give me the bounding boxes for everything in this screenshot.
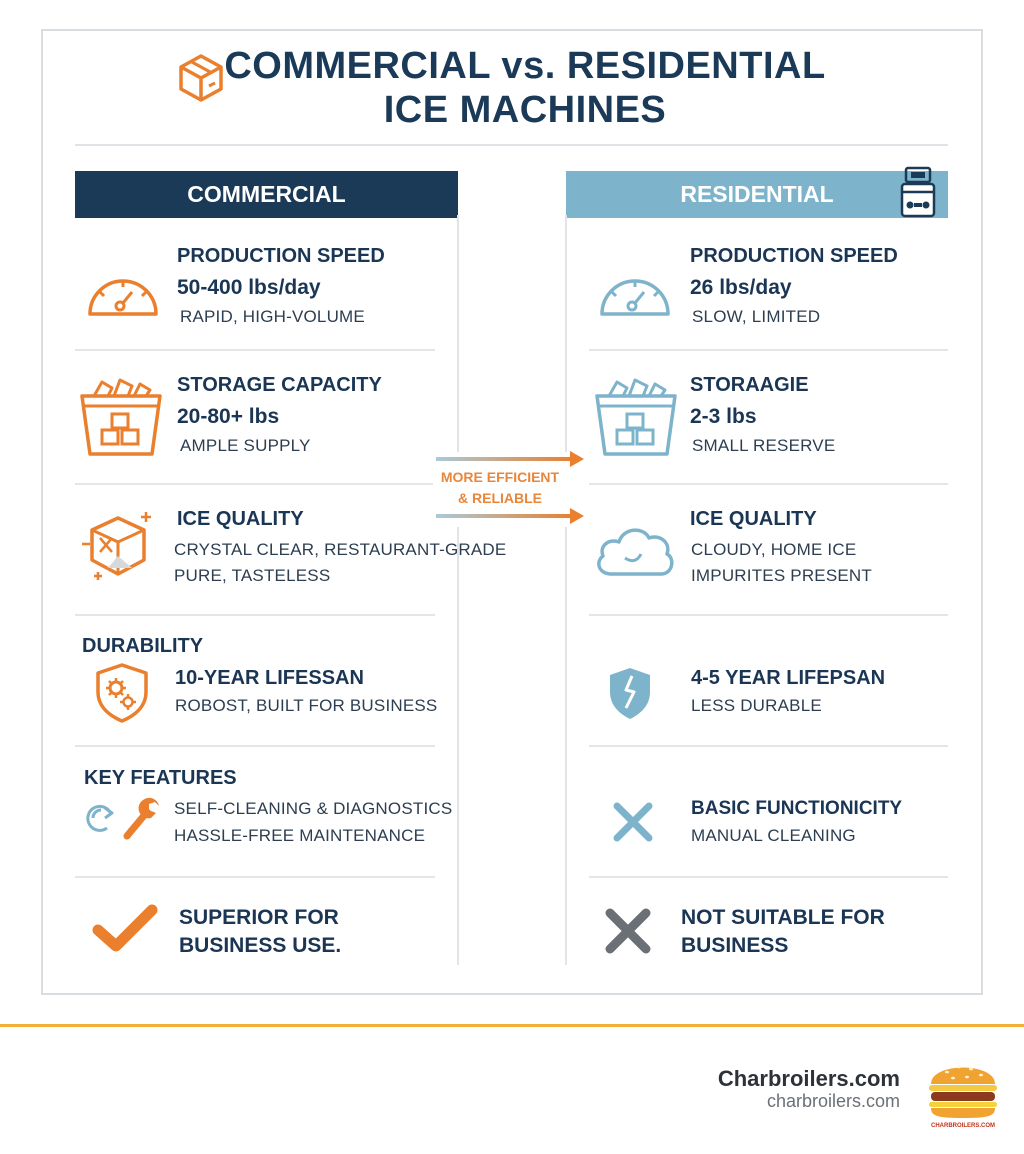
row-divider [75,483,435,485]
footer-divider [0,1024,1024,1027]
residential-durability-value: 4-5 YEAR LIFEPSAN [691,667,886,689]
commercial-durability-value: 10-YEAR LIFESSAN [175,667,364,689]
checkmark-icon [92,902,158,954]
row-divider [589,614,948,616]
commercial-quality-note-1: CRYSTAL CLEAR, RESTAURANT-GRADE [174,540,507,559]
gauge-icon [84,270,162,318]
cloud-icon [593,518,677,580]
residential-verdict [681,904,885,960]
row-divider [589,745,948,747]
row-divider [589,349,948,351]
commercial-speed-note: RAPID, HIGH-VOLUME [180,307,365,326]
commercial-durability-note: ROBOST, BUILT FOR BUSINESS [175,696,438,715]
commercial-speed-value: 50-400 lbs/day [177,276,321,299]
ice-cube-icon [78,508,158,584]
commercial-verdict [179,904,341,960]
row-divider [589,483,948,485]
commercial-verdict-line-2: BUSINESS USE. [179,934,342,957]
residential-speed-note: SLOW, LIMITED [692,307,821,326]
residential-verdict-line-1: NOT SUITABLE FOR [681,906,885,929]
ice-bin-icon [593,376,679,458]
gauge-icon [596,270,674,318]
commercial-quality-label: ICE QUALITY [177,508,304,530]
residential-storage-label: STORAAGIE [690,374,809,396]
commercial-speed-label: PRODUCTION SPEED [177,245,385,267]
residential-header: RESIDENTIAL [566,171,948,218]
residential-speed-value: 26 lbs/day [690,276,792,299]
residential-quality-note-1: CLOUDY, HOME ICE [691,540,857,559]
residential-storage-value: 2-3 lbs [690,405,757,428]
commercial-storage-label: STORAGE CAPACITY [177,374,382,396]
residential-durability-note: LESS DURABLE [691,696,822,715]
comparison-callout-text [435,467,565,509]
residential-column-border [565,215,567,965]
brand-name[interactable]: Charbroilers.com [717,1066,900,1091]
residential-speed-label: PRODUCTION SPEED [690,245,898,267]
callout-line-1: MORE EFFICIENT [440,469,560,485]
commercial-features-label: KEY FEATURES [84,767,237,789]
residential-features-value: BASIC FUNCTIONICITY [691,798,903,819]
commercial-features-note-1: SELF-CLEANING & DIAGNOSTICS [174,799,453,818]
row-divider [589,876,948,878]
title-line-2: ICE MACHINES [383,89,667,131]
residential-features-note: MANUAL CLEANING [691,826,856,845]
row-divider [75,349,435,351]
title-line-1: COMMERCIAL vs. RESIDENTIAL [224,45,826,87]
brand-url[interactable]: charbroilers.com [766,1091,900,1111]
callout-line-2: & RELIABLE [458,490,542,506]
gear-shield-icon [94,662,150,724]
row-divider [75,614,435,616]
residential-verdict-line-2: BUSINESS [681,934,789,957]
commercial-features-note-2: HASSLE-FREE MAINTENANCE [174,826,426,845]
burger-logo-icon [925,1052,1001,1130]
commercial-storage-note: AMPLE SUPPLY [180,436,311,455]
ice-machine-icon [900,166,936,218]
page-title [200,44,850,132]
residential-quality-label: ICE QUALITY [690,508,817,530]
commercial-quality-note-2: PURE, TASTELESS [174,566,331,585]
cracked-shield-icon [608,666,652,722]
residential-quality-note-2: IMPURITES PRESENT [691,566,872,585]
row-divider [75,876,435,878]
x-icon [603,906,653,956]
commercial-storage-value: 20-80+ lbs [177,405,280,428]
commercial-column-border [457,215,459,965]
row-divider [75,745,435,747]
residential-storage-note: SMALL RESERVE [692,436,836,455]
commercial-header: COMMERCIAL [75,171,458,218]
logo-text: CHARBROILERS.COM [931,1123,995,1129]
ice-bin-icon [78,376,164,458]
commercial-verdict-line-1: SUPERIOR FOR [179,906,339,929]
x-icon [611,801,655,843]
wrench-cycle-icon [79,794,163,842]
title-divider [75,144,948,146]
commercial-durability-label: DURABILITY [82,635,204,657]
